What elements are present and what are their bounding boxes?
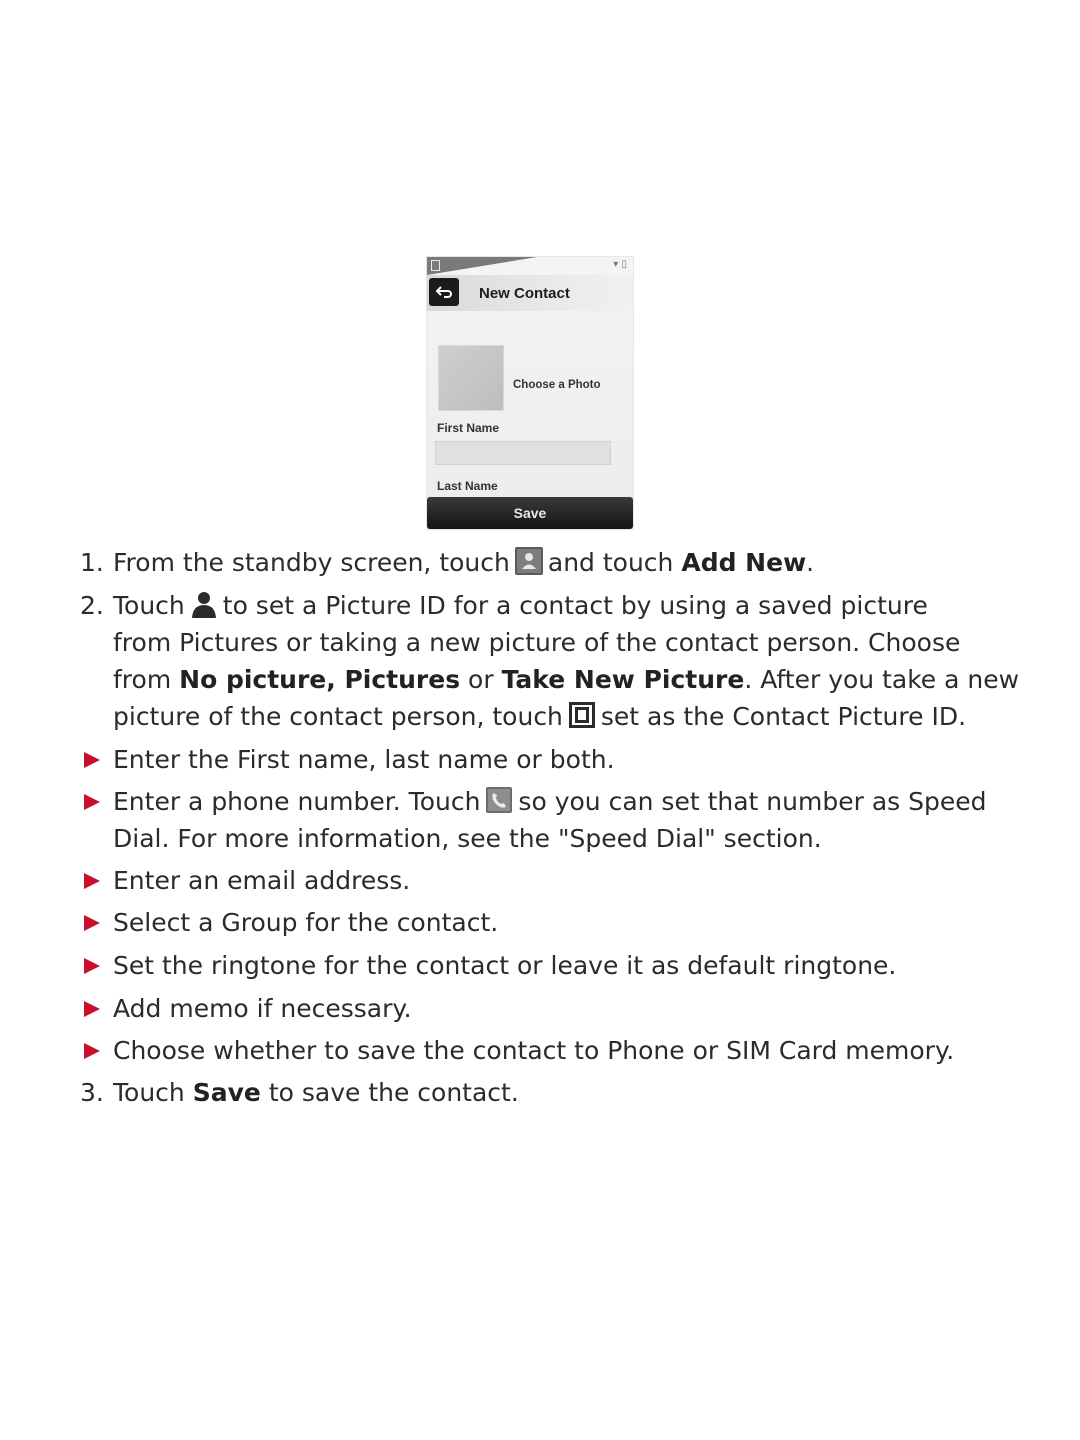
step-text: .: [806, 548, 815, 577]
step-line: [80, 698, 1019, 735]
step-text: picture of the contact person, touch: [113, 702, 563, 731]
step-line: [80, 544, 814, 581]
bullet-text: Choose whether to save the contact to Phone or SIM Card memory.: [113, 1036, 955, 1065]
bullet-text: Enter the First name, last name or both.: [113, 745, 615, 774]
save-button[interactable]: Save: [427, 497, 633, 529]
bullet-arrow-icon: [84, 915, 100, 931]
photo-placeholder[interactable]: [438, 345, 504, 411]
bullet-arrow-icon: [84, 1043, 100, 1059]
add-new-term: Add New: [681, 548, 807, 577]
contacts-icon: [514, 546, 544, 576]
picture-frame-icon: [567, 700, 597, 730]
bullet-text: Select a Group for the contact.: [113, 908, 499, 937]
bullet-arrow-icon: [84, 752, 100, 768]
bullet-line: [80, 783, 986, 820]
step-text: Touch: [113, 591, 185, 620]
back-arrow-icon: [435, 285, 453, 299]
status-wedge: [427, 257, 537, 275]
save-term: Save: [192, 1078, 261, 1107]
status-bar: [427, 257, 633, 275]
step-text: Touch: [113, 1078, 185, 1107]
bullet-5: [80, 947, 896, 984]
bullet-7: [80, 1032, 954, 1069]
bullet-1: [80, 741, 615, 778]
step-number: 3.: [80, 1078, 104, 1107]
bullet-text: Enter a phone number. Touch: [113, 787, 481, 816]
screen-title: New Contact: [479, 285, 570, 302]
take-new-picture-term: Take New Picture: [501, 665, 745, 694]
step-text: to save the contact.: [268, 1078, 519, 1107]
bullet-text: Enter an email address.: [113, 866, 411, 895]
step-3: [80, 1074, 519, 1111]
step-number: 2.: [80, 591, 104, 620]
bullet-text: Add memo if necessary.: [113, 994, 412, 1023]
step-line: [80, 1074, 519, 1111]
step-1: [80, 544, 814, 581]
step-text: . After you take a new: [744, 665, 1020, 694]
notification-icon: [431, 260, 440, 271]
back-button[interactable]: [429, 278, 459, 306]
bullet-3: [80, 862, 410, 899]
step-line: [80, 661, 1019, 698]
bullet-arrow-icon: [84, 794, 100, 810]
step-line: from Pictures or taking a new picture of the contact person. Choose: [113, 628, 961, 657]
no-picture-term: No picture, Pictures: [179, 665, 461, 694]
step-text: or: [468, 665, 494, 694]
bullet-4: [80, 904, 498, 941]
choose-photo-label[interactable]: Choose a Photo: [513, 379, 601, 391]
bullet-text: so you can set that number as Speed: [518, 787, 987, 816]
step-text: to set a Picture ID for a contact by using a saved picture: [222, 591, 928, 620]
step-text: from: [113, 665, 172, 694]
bullet-text: Set the ringtone for the contact or leave it as default ringtone.: [113, 951, 897, 980]
speed-dial-icon: [484, 785, 514, 815]
phone-header: [427, 275, 633, 311]
step-2: [80, 587, 1019, 735]
phone-screenshot: [427, 257, 633, 529]
bullet-line: Dial. For more information, see the "Speed Dial" section.: [113, 824, 822, 853]
bullet-arrow-icon: [84, 1001, 100, 1017]
last-name-label: Last Name: [437, 479, 498, 493]
step-text: set as the Contact Picture ID.: [600, 702, 967, 731]
step-text: and touch: [547, 548, 674, 577]
bullet-6: [80, 990, 412, 1027]
first-name-field[interactable]: [435, 441, 611, 465]
step-text: From the standby screen, touch: [113, 548, 510, 577]
step-line: [80, 587, 1019, 624]
bullet-arrow-icon: [84, 873, 100, 889]
step-number: 1.: [80, 548, 104, 577]
status-indicators: ▾ ▯: [613, 259, 627, 270]
bullet-arrow-icon: [84, 958, 100, 974]
person-icon: [189, 589, 219, 619]
bullet-2: [80, 783, 986, 857]
first-name-label: First Name: [437, 421, 500, 435]
